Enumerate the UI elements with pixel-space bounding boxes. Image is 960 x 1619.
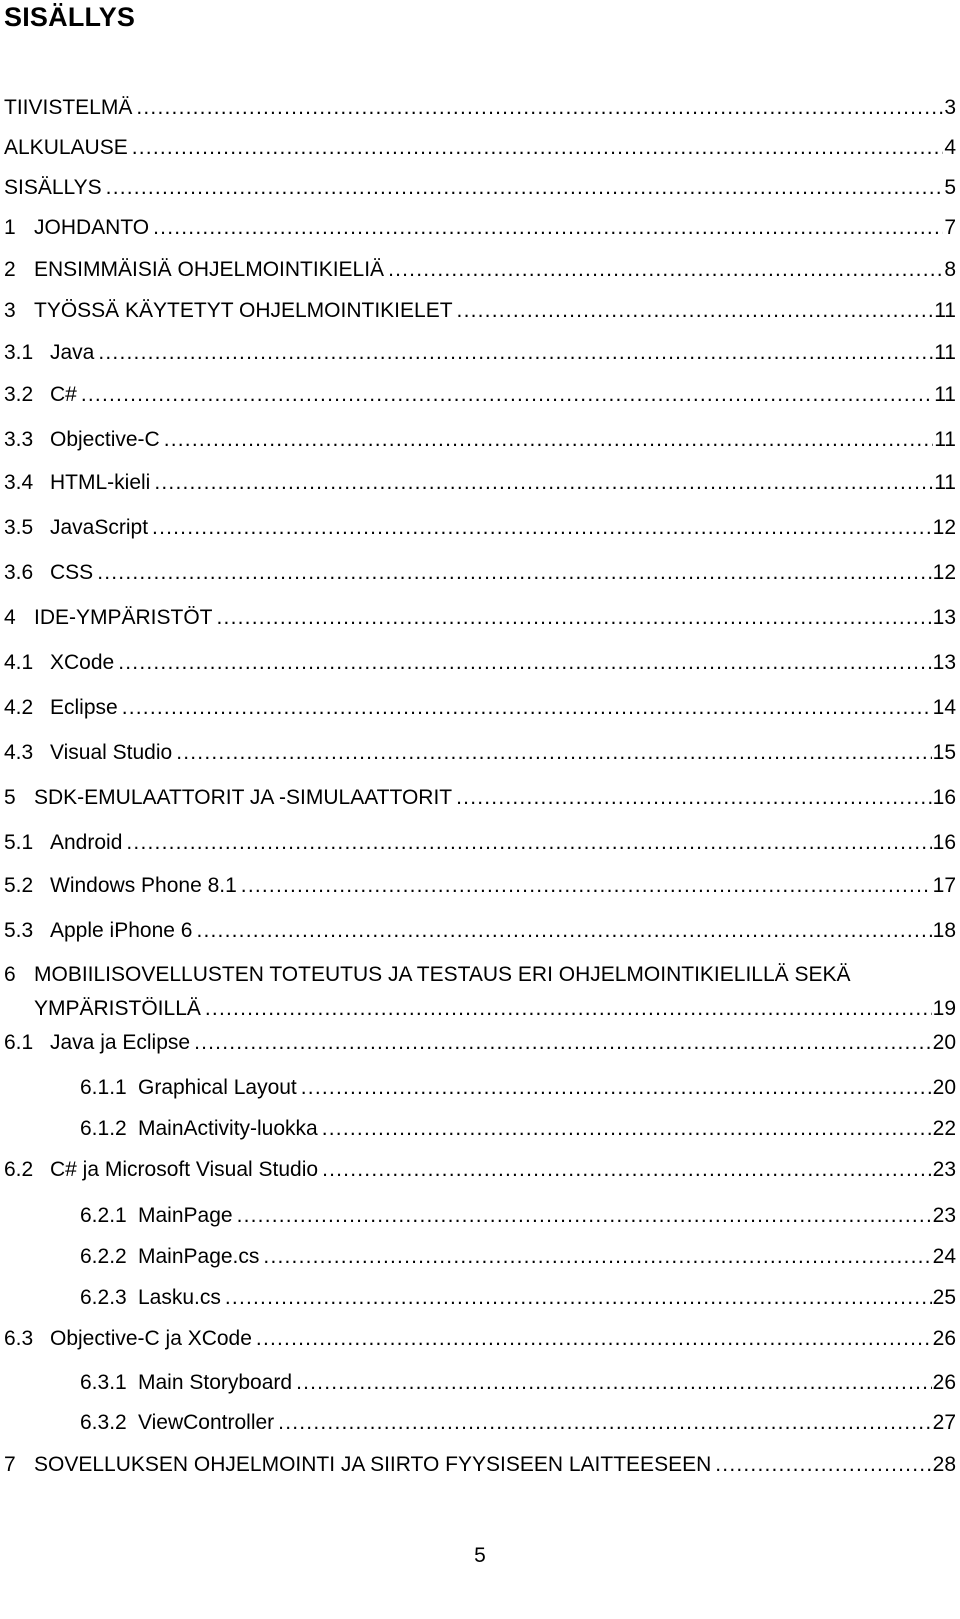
page-number: 5 — [474, 1544, 486, 1567]
toc-entry-page: 13 — [932, 651, 956, 674]
toc-entry-page: 11 — [934, 428, 956, 451]
toc-entry-number: 6.3 — [4, 1327, 34, 1350]
dot-leader — [196, 918, 931, 944]
toc-entry-number: 4.2 — [4, 696, 34, 719]
dot-leader — [81, 382, 933, 408]
toc-entry[interactable] — [4, 175, 956, 201]
toc-entry-page: 11 — [934, 341, 956, 364]
toc-entry-title: MainActivity-luokka — [138, 1117, 318, 1140]
toc-entry-title: MainPage.cs — [138, 1245, 260, 1268]
toc-entry-title: XCode — [50, 651, 115, 674]
toc-entry-page: 13 — [932, 606, 956, 629]
toc-entry-title: Apple iPhone 6 — [50, 919, 193, 942]
toc-entry[interactable] — [4, 785, 956, 811]
toc-entry-number: 6.3.1 — [80, 1371, 127, 1394]
toc-entry-page: 16 — [932, 786, 956, 809]
toc-entry-title: Android — [50, 831, 123, 854]
dot-leader — [153, 215, 943, 241]
toc-entry[interactable] — [4, 515, 956, 541]
toc-entry-page: 27 — [932, 1411, 956, 1434]
toc-entry-title: JOHDANTO — [34, 216, 150, 239]
toc-entry[interactable] — [4, 560, 956, 586]
toc-entry[interactable] — [80, 1370, 956, 1396]
toc-entry-page: 19 — [932, 997, 956, 1020]
toc-entry[interactable] — [4, 298, 956, 324]
toc-entry[interactable] — [4, 873, 956, 899]
dot-leader — [322, 1116, 932, 1142]
toc-entry[interactable] — [80, 1116, 956, 1142]
toc-entry-title: CSS — [50, 561, 94, 584]
dot-leader — [301, 1075, 932, 1101]
toc-entry[interactable] — [80, 1285, 956, 1311]
toc-entry-page: 18 — [932, 919, 956, 942]
toc-entry[interactable] — [80, 1244, 956, 1270]
toc-entry-page: 14 — [932, 696, 956, 719]
dot-leader — [263, 1244, 931, 1270]
toc-entry[interactable] — [4, 695, 956, 721]
toc-entry-title: TIIVISTELMÄ — [4, 96, 133, 119]
toc-entry-number: 6.2.2 — [80, 1245, 127, 1268]
toc-entry-title: SOVELLUKSEN OHJELMOINTI JA SIIRTO FYYSISEEN LAITTEESEEN — [34, 1453, 712, 1476]
dot-leader — [152, 515, 932, 541]
dot-leader — [457, 298, 934, 324]
toc-entry-line — [4, 962, 956, 988]
toc-entry-title: ENSIMMÄISIÄ OHJELMOINTIKIELIÄ — [34, 258, 385, 281]
toc-entry-title: Visual Studio — [50, 741, 173, 764]
toc-entry-number: 5.3 — [4, 919, 34, 942]
toc-entry-title: C# ja Microsoft Visual Studio — [50, 1158, 319, 1181]
toc-entry-page: 26 — [932, 1327, 956, 1350]
toc-entry-page: 11 — [934, 383, 956, 406]
toc-entry-title: Main Storyboard — [138, 1371, 293, 1394]
dot-leader — [296, 1370, 932, 1396]
toc-entry-page: 20 — [932, 1031, 956, 1054]
toc-entry-title: Eclipse — [50, 696, 118, 719]
toc-entry-page: 11 — [934, 471, 956, 494]
dot-leader — [225, 1285, 932, 1311]
dot-leader — [194, 1030, 932, 1056]
dot-leader — [122, 695, 932, 721]
dot-leader — [217, 605, 932, 631]
dot-leader — [205, 996, 932, 1022]
toc-entry-number: 6 — [4, 963, 16, 986]
dot-leader — [278, 1410, 931, 1436]
toc-entry[interactable] — [4, 257, 956, 283]
toc-entry-number: 1 — [4, 216, 16, 239]
toc-entry-title: MOBIILISOVELLUSTEN TOTEUTUS JA TESTAUS ERI OHJELMOINTIKIELILLÄ SEKÄ — [34, 963, 851, 986]
toc-entry-title: Objective-C ja XCode — [50, 1327, 252, 1350]
toc-entry-title: MainPage — [138, 1204, 233, 1227]
toc-entry[interactable] — [4, 1030, 956, 1056]
toc-entry-page: 11 — [934, 299, 956, 322]
toc-entry-page: 16 — [932, 831, 956, 854]
toc-entry-number: 6.1.1 — [80, 1076, 127, 1099]
toc-entry-page: 25 — [932, 1286, 956, 1309]
toc-entry-number: 4.3 — [4, 741, 34, 764]
dot-leader — [241, 873, 932, 899]
toc-entry-title: JavaScript — [50, 516, 149, 539]
dot-leader — [237, 1203, 932, 1229]
toc-entry-title: Graphical Layout — [138, 1076, 297, 1099]
toc-entry[interactable] — [80, 1203, 956, 1229]
toc-entry-page: 24 — [932, 1245, 956, 1268]
dot-leader — [164, 427, 933, 453]
toc-entry-number: 6.2.1 — [80, 1204, 127, 1227]
toc-entry-number: 3.2 — [4, 383, 34, 406]
toc-entry[interactable] — [4, 1326, 956, 1352]
toc-entry-title: Java ja Eclipse — [50, 1031, 191, 1054]
toc-entry-number: 2 — [4, 258, 16, 281]
toc-entry-title: Lasku.cs — [138, 1286, 221, 1309]
toc-entry[interactable] — [34, 996, 956, 1022]
toc-entry-number: 3.1 — [4, 341, 34, 364]
toc-entry-page: 8 — [944, 258, 956, 281]
dot-leader — [132, 135, 944, 161]
toc-entry-number: 6.2 — [4, 1158, 34, 1181]
toc-entry[interactable] — [4, 605, 956, 631]
toc-entry-page: 28 — [932, 1453, 956, 1476]
toc-entry-number: 3.3 — [4, 428, 34, 451]
toc-entry-page: 5 — [944, 176, 956, 199]
dot-leader — [106, 175, 944, 201]
dot-leader — [126, 830, 931, 856]
toc-entry-page: 12 — [932, 561, 956, 584]
dot-leader — [176, 740, 931, 766]
toc-entry-number: 5.2 — [4, 874, 34, 897]
dot-leader — [322, 1157, 932, 1183]
page-title: SISÄLLYS — [4, 2, 136, 32]
toc-entry-page: 23 — [932, 1204, 956, 1227]
toc-entry-page: 26 — [932, 1371, 956, 1394]
toc-entry-number: 3 — [4, 299, 16, 322]
dot-leader — [388, 257, 943, 283]
toc-entry-title: Windows Phone 8.1 — [50, 874, 237, 897]
toc-entry-page: 3 — [944, 96, 956, 119]
toc-entry[interactable] — [4, 215, 956, 241]
toc-entry[interactable] — [4, 830, 956, 856]
toc-entry-page: 20 — [932, 1076, 956, 1099]
dot-leader — [715, 1452, 931, 1478]
toc-entry-title: TYÖSSÄ KÄYTETYT OHJELMOINTIKIELET — [34, 299, 453, 322]
toc-entry-number: 5.1 — [4, 831, 34, 854]
toc-entry[interactable] — [4, 1452, 956, 1478]
toc-entry-page: 12 — [932, 516, 956, 539]
toc-entry-title: YMPÄRISTÖILLÄ — [34, 997, 201, 1020]
toc-entry[interactable] — [4, 135, 956, 161]
toc-entry[interactable] — [4, 650, 956, 676]
toc-entry-title: SISÄLLYS — [4, 176, 102, 199]
toc-entry-title: HTML-kieli — [50, 471, 151, 494]
toc-entry-page: 4 — [944, 136, 956, 159]
toc-entry-title: Objective-C — [50, 428, 160, 451]
toc-entry-number: 7 — [4, 1453, 16, 1476]
dot-leader — [256, 1326, 932, 1352]
toc-entry-number: 4.1 — [4, 651, 34, 674]
toc-entry[interactable] — [80, 1075, 956, 1101]
dot-leader — [97, 560, 931, 586]
toc-entry-page: 23 — [932, 1158, 956, 1181]
toc-entry[interactable] — [4, 382, 956, 408]
toc-entry-number: 6.2.3 — [80, 1286, 127, 1309]
toc-entry[interactable] — [4, 470, 956, 496]
toc-entry[interactable] — [4, 95, 956, 121]
toc-entry-page: 7 — [944, 216, 956, 239]
toc-entry[interactable] — [4, 340, 956, 366]
toc-entry-number: 3.4 — [4, 471, 34, 494]
toc-entry-title: ViewController — [138, 1411, 275, 1434]
dot-leader — [456, 785, 932, 811]
toc-entry[interactable] — [4, 918, 956, 944]
toc-entry[interactable] — [4, 740, 956, 766]
dot-leader — [154, 470, 933, 496]
toc-entry-title: Java — [50, 341, 95, 364]
toc-entry-number: 4 — [4, 606, 16, 629]
toc-entry-title: IDE-YMPÄRISTÖT — [34, 606, 213, 629]
toc-entry-page: 15 — [932, 741, 956, 764]
toc-entry-title: SDK-EMULAATTORIT JA -SIMULAATTORIT — [34, 786, 453, 809]
toc-entry-number: 3.6 — [4, 561, 34, 584]
toc-entry-page: 17 — [932, 874, 956, 897]
toc-entry-number: 6.1.2 — [80, 1117, 127, 1140]
toc-entry[interactable] — [4, 427, 956, 453]
toc-entry-number: 6.3.2 — [80, 1411, 127, 1434]
toc-entry-number: 3.5 — [4, 516, 34, 539]
dot-leader — [118, 650, 931, 676]
toc-entry[interactable] — [80, 1410, 956, 1436]
toc-entry-title: C# — [50, 383, 77, 406]
toc-entry-number: 6.1 — [4, 1031, 34, 1054]
toc-entry-page: 22 — [932, 1117, 956, 1140]
toc-entry-title: ALKULAUSE — [4, 136, 128, 159]
dot-leader — [136, 95, 943, 121]
toc-entry-number: 5 — [4, 786, 16, 809]
toc-entry[interactable] — [4, 1157, 956, 1183]
dot-leader — [98, 340, 933, 366]
